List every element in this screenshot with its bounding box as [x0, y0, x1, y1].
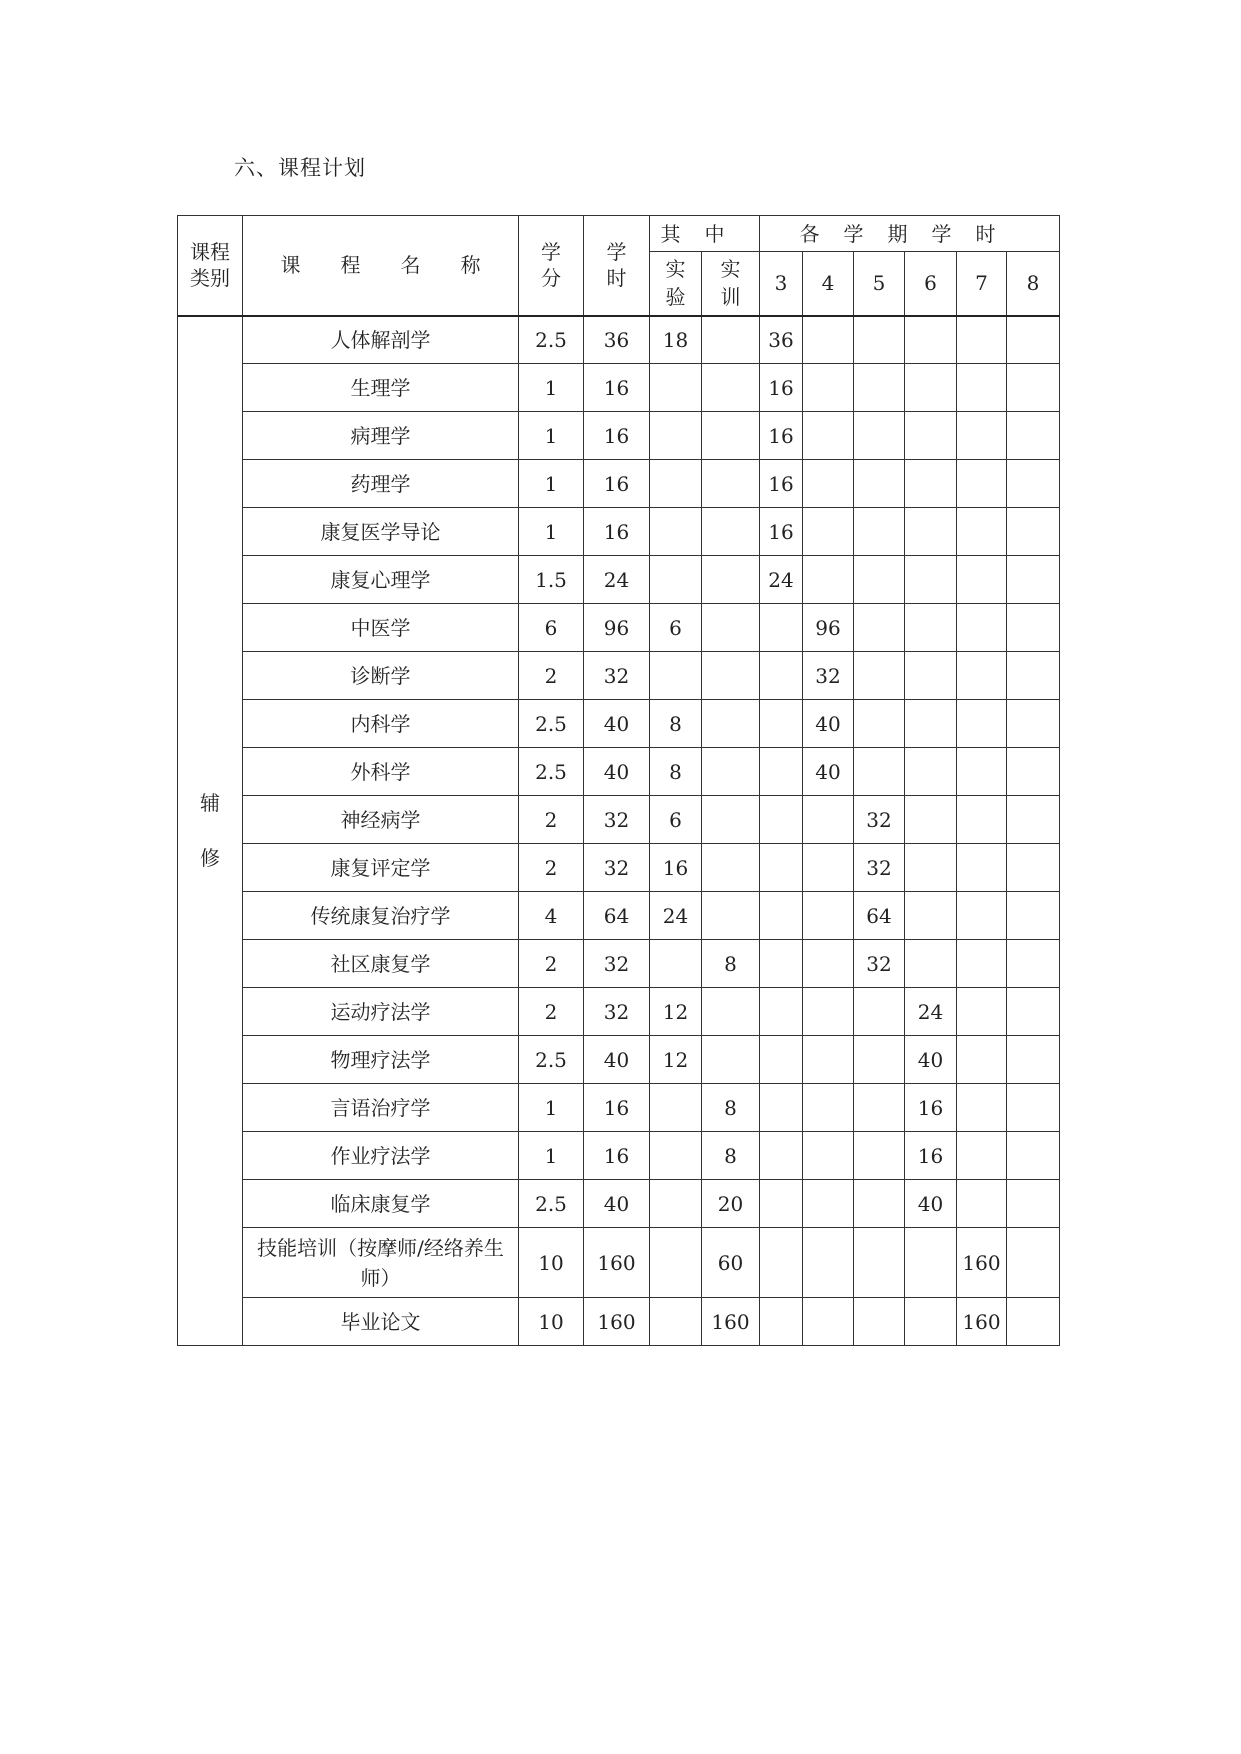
course-name: 人体解剖学	[243, 316, 519, 364]
semester-6-cell	[905, 508, 957, 556]
practice-cell	[702, 652, 760, 700]
practice-cell	[702, 364, 760, 412]
lab-cell	[650, 1228, 702, 1298]
course-name: 外科学	[243, 748, 519, 796]
semester-4-cell	[803, 1036, 854, 1084]
semester-5-cell	[854, 364, 905, 412]
semester-4-cell	[803, 1180, 854, 1228]
semester-4-cell	[803, 796, 854, 844]
credits-cell: 2.5	[519, 1036, 584, 1084]
semester-5-cell	[854, 1084, 905, 1132]
lab-cell: 8	[650, 748, 702, 796]
semester-5-cell	[854, 652, 905, 700]
semester-5-cell	[854, 1298, 905, 1346]
practice-cell	[702, 748, 760, 796]
semester-8-cell	[1007, 364, 1060, 412]
practice-cell	[702, 508, 760, 556]
semester-7-cell	[957, 940, 1007, 988]
semester-8-cell	[1007, 1036, 1060, 1084]
header-lab: 实验	[650, 252, 702, 316]
semester-7-cell	[957, 1084, 1007, 1132]
semester-6-cell	[905, 604, 957, 652]
hours-cell: 40	[584, 748, 650, 796]
semester-7-cell	[957, 412, 1007, 460]
semester-7-cell	[957, 1036, 1007, 1084]
semester-4-cell: 32	[803, 652, 854, 700]
semester-7-cell: 160	[957, 1228, 1007, 1298]
header-semester-8: 8	[1007, 252, 1060, 316]
credits-cell: 1	[519, 364, 584, 412]
semester-8-cell	[1007, 652, 1060, 700]
semester-5-cell: 32	[854, 796, 905, 844]
hours-cell: 16	[584, 1084, 650, 1132]
course-name: 内科学	[243, 700, 519, 748]
course-name: 生理学	[243, 364, 519, 412]
semester-3-cell	[760, 1084, 803, 1132]
practice-cell	[702, 316, 760, 364]
practice-cell: 60	[702, 1228, 760, 1298]
credits-cell: 2.5	[519, 1180, 584, 1228]
lab-cell	[650, 1132, 702, 1180]
lab-cell: 8	[650, 700, 702, 748]
semester-4-cell	[803, 940, 854, 988]
hours-cell: 16	[584, 508, 650, 556]
hours-cell: 16	[584, 1132, 650, 1180]
hours-cell: 36	[584, 316, 650, 364]
hours-cell: 32	[584, 940, 650, 988]
header-of-which: 其中	[650, 216, 760, 252]
course-name: 言语治疗学	[243, 1084, 519, 1132]
semester-4-cell	[803, 412, 854, 460]
course-name: 康复评定学	[243, 844, 519, 892]
course-name: 康复医学导论	[243, 508, 519, 556]
semester-3-cell	[760, 700, 803, 748]
header-credits: 学分	[519, 216, 584, 316]
credits-cell: 2	[519, 652, 584, 700]
semester-5-cell	[854, 700, 905, 748]
lab-cell	[650, 1298, 702, 1346]
semester-7-cell	[957, 604, 1007, 652]
semester-6-cell	[905, 940, 957, 988]
semester-8-cell	[1007, 1180, 1060, 1228]
hours-cell: 16	[584, 364, 650, 412]
semester-4-cell	[803, 1132, 854, 1180]
practice-cell: 8	[702, 1084, 760, 1132]
semester-4-cell: 96	[803, 604, 854, 652]
semester-8-cell	[1007, 844, 1060, 892]
hours-cell: 40	[584, 700, 650, 748]
credits-cell: 1	[519, 1132, 584, 1180]
semester-7-cell	[957, 316, 1007, 364]
hours-cell: 32	[584, 844, 650, 892]
semester-5-cell	[854, 316, 905, 364]
semester-4-cell: 40	[803, 700, 854, 748]
semester-6-cell	[905, 844, 957, 892]
lab-cell: 24	[650, 892, 702, 940]
hours-cell: 16	[584, 460, 650, 508]
semester-3-cell	[760, 652, 803, 700]
semester-8-cell	[1007, 556, 1060, 604]
course-name: 社区康复学	[243, 940, 519, 988]
semester-4-cell	[803, 1228, 854, 1298]
practice-cell	[702, 988, 760, 1036]
semester-7-cell	[957, 460, 1007, 508]
header-semester-5: 5	[854, 252, 905, 316]
credits-cell: 10	[519, 1228, 584, 1298]
practice-cell	[702, 604, 760, 652]
lab-cell: 6	[650, 604, 702, 652]
semester-4-cell	[803, 460, 854, 508]
hours-cell: 32	[584, 652, 650, 700]
semester-5-cell: 32	[854, 844, 905, 892]
semester-3-cell	[760, 844, 803, 892]
semester-6-cell	[905, 892, 957, 940]
semester-8-cell	[1007, 700, 1060, 748]
category-char: 修	[200, 845, 220, 870]
semester-4-cell	[803, 1084, 854, 1132]
semester-3-cell	[760, 892, 803, 940]
semester-4-cell	[803, 364, 854, 412]
hours-cell: 160	[584, 1298, 650, 1346]
practice-cell	[702, 844, 760, 892]
credits-cell: 2	[519, 940, 584, 988]
semester-8-cell	[1007, 1132, 1060, 1180]
semester-3-cell: 16	[760, 364, 803, 412]
semester-8-cell	[1007, 508, 1060, 556]
semester-3-cell	[760, 604, 803, 652]
semester-6-cell: 40	[905, 1036, 957, 1084]
semester-8-cell	[1007, 988, 1060, 1036]
course-name: 毕业论文	[243, 1298, 519, 1346]
semester-8-cell	[1007, 1084, 1060, 1132]
course-name: 传统康复治疗学	[243, 892, 519, 940]
semester-5-cell	[854, 1180, 905, 1228]
hours-cell: 40	[584, 1180, 650, 1228]
semester-3-cell	[760, 988, 803, 1036]
semester-8-cell	[1007, 940, 1060, 988]
semester-8-cell	[1007, 1228, 1060, 1298]
semester-3-cell	[760, 1132, 803, 1180]
semester-6-cell	[905, 748, 957, 796]
semester-3-cell: 16	[760, 412, 803, 460]
course-name: 技能培训（按摩师/经络养生师）	[243, 1228, 519, 1298]
semester-6-cell	[905, 412, 957, 460]
practice-cell	[702, 412, 760, 460]
hours-cell: 40	[584, 1036, 650, 1084]
course-name: 运动疗法学	[243, 988, 519, 1036]
lab-cell	[650, 1084, 702, 1132]
credits-cell: 2.5	[519, 748, 584, 796]
header-semester-4: 4	[803, 252, 854, 316]
lab-cell	[650, 508, 702, 556]
semester-7-cell	[957, 1180, 1007, 1228]
credits-cell: 2.5	[519, 316, 584, 364]
credits-cell: 4	[519, 892, 584, 940]
practice-cell	[702, 460, 760, 508]
semester-6-cell: 16	[905, 1084, 957, 1132]
header-course-name: 课 程 名 称	[243, 216, 519, 316]
hours-cell: 64	[584, 892, 650, 940]
course-name: 中医学	[243, 604, 519, 652]
semester-8-cell	[1007, 412, 1060, 460]
practice-cell	[702, 556, 760, 604]
credits-cell: 2	[519, 988, 584, 1036]
semester-5-cell	[854, 556, 905, 604]
semester-3-cell: 36	[760, 316, 803, 364]
practice-cell	[702, 700, 760, 748]
course-name: 神经病学	[243, 796, 519, 844]
lab-cell	[650, 364, 702, 412]
semester-3-cell	[760, 748, 803, 796]
credits-cell: 10	[519, 1298, 584, 1346]
hours-cell: 32	[584, 796, 650, 844]
semester-6-cell	[905, 556, 957, 604]
course-name: 药理学	[243, 460, 519, 508]
semester-6-cell	[905, 1228, 957, 1298]
semester-7-cell	[957, 844, 1007, 892]
semester-8-cell	[1007, 796, 1060, 844]
semester-5-cell	[854, 412, 905, 460]
credits-cell: 6	[519, 604, 584, 652]
semester-3-cell	[760, 940, 803, 988]
semester-4-cell	[803, 892, 854, 940]
semester-5-cell	[854, 604, 905, 652]
credits-cell: 1	[519, 1084, 584, 1132]
semester-3-cell: 24	[760, 556, 803, 604]
page-title: 六、课程计划	[234, 156, 366, 180]
course-name: 作业疗法学	[243, 1132, 519, 1180]
practice-cell	[702, 796, 760, 844]
semester-7-cell	[957, 508, 1007, 556]
semester-7-cell	[957, 700, 1007, 748]
semester-6-cell	[905, 316, 957, 364]
semester-6-cell	[905, 796, 957, 844]
semester-6-cell: 24	[905, 988, 957, 1036]
course-name: 临床康复学	[243, 1180, 519, 1228]
semester-7-cell: 160	[957, 1298, 1007, 1346]
lab-cell	[650, 460, 702, 508]
semester-8-cell	[1007, 604, 1060, 652]
semester-5-cell	[854, 1036, 905, 1084]
semester-8-cell	[1007, 316, 1060, 364]
credits-cell: 1	[519, 412, 584, 460]
semester-5-cell: 32	[854, 940, 905, 988]
semester-4-cell	[803, 1298, 854, 1346]
semester-8-cell	[1007, 1298, 1060, 1346]
practice-cell	[702, 892, 760, 940]
semester-5-cell	[854, 460, 905, 508]
header-practice: 实训	[702, 252, 760, 316]
semester-8-cell	[1007, 748, 1060, 796]
credits-cell: 2.5	[519, 700, 584, 748]
header-per-semester: 各学期学时	[760, 216, 1060, 252]
semester-5-cell	[854, 988, 905, 1036]
semester-6-cell	[905, 460, 957, 508]
credits-cell: 2	[519, 796, 584, 844]
hours-cell: 24	[584, 556, 650, 604]
semester-3-cell: 16	[760, 508, 803, 556]
semester-6-cell	[905, 700, 957, 748]
semester-5-cell	[854, 1228, 905, 1298]
semester-4-cell	[803, 988, 854, 1036]
semester-5-cell	[854, 1132, 905, 1180]
semester-3-cell	[760, 1228, 803, 1298]
credits-cell: 1.5	[519, 556, 584, 604]
semester-4-cell	[803, 844, 854, 892]
course-name: 物理疗法学	[243, 1036, 519, 1084]
semester-3-cell	[760, 1298, 803, 1346]
lab-cell	[650, 412, 702, 460]
semester-6-cell	[905, 1298, 957, 1346]
semester-5-cell	[854, 508, 905, 556]
semester-7-cell	[957, 364, 1007, 412]
hours-cell: 96	[584, 604, 650, 652]
header-semester-3: 3	[760, 252, 803, 316]
hours-cell: 32	[584, 988, 650, 1036]
practice-cell: 20	[702, 1180, 760, 1228]
category-char: 辅	[200, 790, 220, 815]
header-semester-7: 7	[957, 252, 1007, 316]
semester-8-cell	[1007, 460, 1060, 508]
practice-cell: 8	[702, 940, 760, 988]
header-semester-6: 6	[905, 252, 957, 316]
hours-cell: 160	[584, 1228, 650, 1298]
semester-7-cell	[957, 748, 1007, 796]
practice-cell: 8	[702, 1132, 760, 1180]
semester-7-cell	[957, 796, 1007, 844]
semester-4-cell	[803, 556, 854, 604]
course-plan-table	[177, 215, 1060, 1346]
semester-7-cell	[957, 652, 1007, 700]
lab-cell	[650, 940, 702, 988]
semester-4-cell	[803, 316, 854, 364]
lab-cell: 6	[650, 796, 702, 844]
semester-3-cell	[760, 1036, 803, 1084]
lab-cell: 12	[650, 1036, 702, 1084]
header-hours: 学时	[584, 216, 650, 316]
credits-cell: 2	[519, 844, 584, 892]
semester-3-cell: 16	[760, 460, 803, 508]
lab-cell: 18	[650, 316, 702, 364]
semester-7-cell	[957, 556, 1007, 604]
semester-3-cell	[760, 796, 803, 844]
course-name: 病理学	[243, 412, 519, 460]
semester-4-cell	[803, 508, 854, 556]
lab-cell	[650, 556, 702, 604]
semester-7-cell	[957, 1132, 1007, 1180]
semester-5-cell: 64	[854, 892, 905, 940]
lab-cell: 12	[650, 988, 702, 1036]
course-name: 诊断学	[243, 652, 519, 700]
semester-8-cell	[1007, 892, 1060, 940]
hours-cell: 16	[584, 412, 650, 460]
course-name: 康复心理学	[243, 556, 519, 604]
semester-6-cell: 40	[905, 1180, 957, 1228]
lab-cell	[650, 652, 702, 700]
lab-cell	[650, 1180, 702, 1228]
semester-7-cell	[957, 988, 1007, 1036]
semester-6-cell: 16	[905, 1132, 957, 1180]
semester-4-cell: 40	[803, 748, 854, 796]
semester-5-cell	[854, 748, 905, 796]
practice-cell: 160	[702, 1298, 760, 1346]
semester-3-cell	[760, 1180, 803, 1228]
category-cell	[178, 316, 243, 1346]
semester-6-cell	[905, 652, 957, 700]
credits-cell: 1	[519, 460, 584, 508]
practice-cell	[702, 1036, 760, 1084]
lab-cell: 16	[650, 844, 702, 892]
credits-cell: 1	[519, 508, 584, 556]
semester-7-cell	[957, 892, 1007, 940]
header-category: 课程类别	[178, 216, 243, 316]
semester-6-cell	[905, 364, 957, 412]
